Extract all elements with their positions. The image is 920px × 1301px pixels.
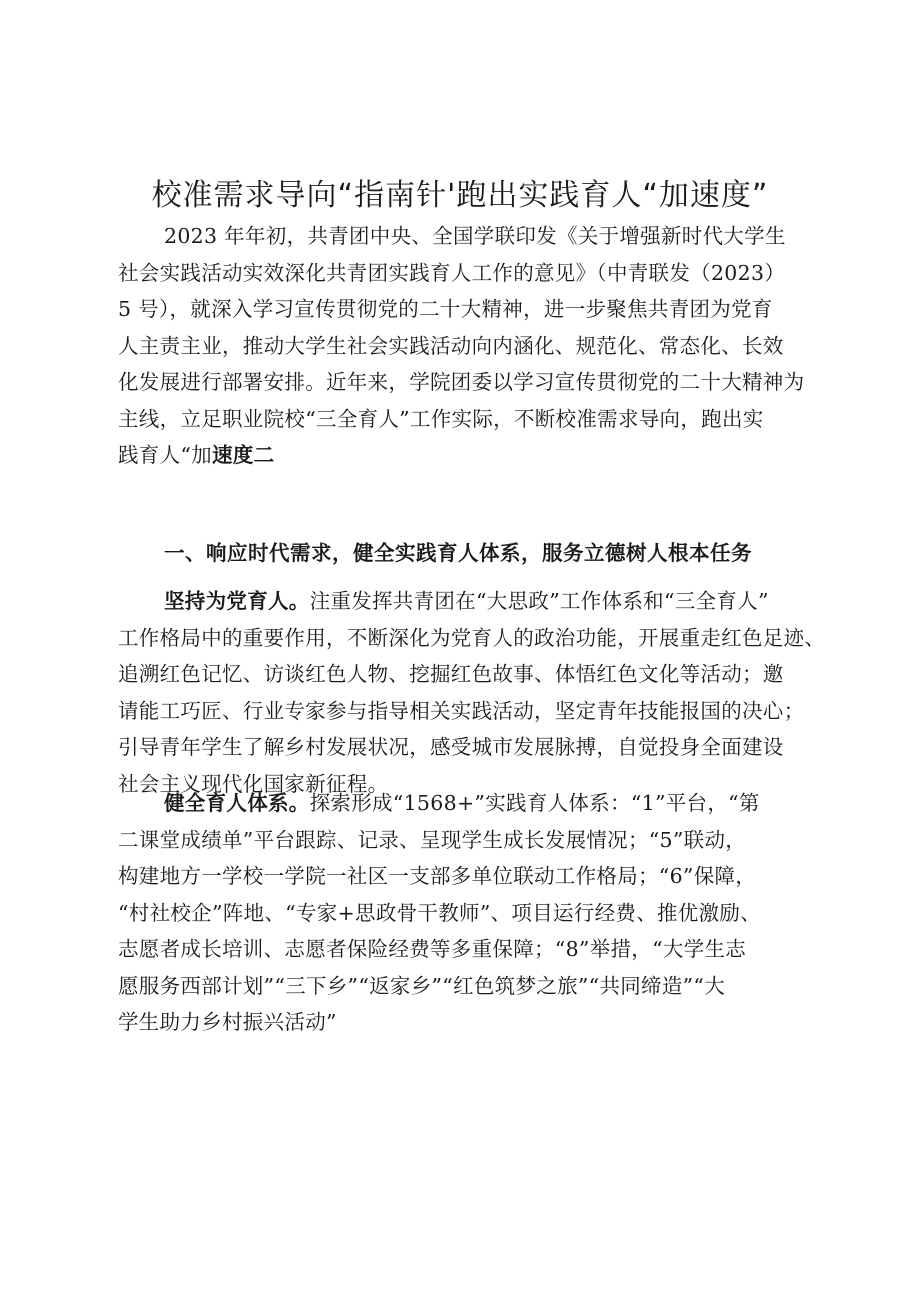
intro-last-line-text: 践育人“加 [118,443,212,467]
intro-paragraph [118,218,828,474]
paragraph-education-system [118,785,828,1041]
paragraph-line: 构建地方一学校一学院一社区一支部多单位联动工作格局；“6”保障， [118,864,757,888]
paragraph-line: 志愿者成长培训、志愿者保险经费等多重保障；“8”举措，“大学生志 [118,937,747,961]
paragraph-party-education [118,583,828,802]
paragraph-line: 社会实践活动实效深化共青团实践育人工作的意见》（中青联发（2023） [118,260,786,285]
paragraph-line: 社会主义现代化国家新征程。 [118,771,389,796]
paragraph-line: 追溯红色记忆、访谈红色人物、挖掘红色故事、体悟红色文化等活动；邀 [118,662,784,686]
paragraph-line: 2023 年年初，共青团中央、全国学联印发《关于增强新时代大学生 [164,224,786,248]
paragraph-line: 5 号），就深入学习宣传贯彻党的二十大精神，进一步聚焦共青团为党育 [118,297,773,321]
intro-last-line-bold: 速度二 [211,443,275,467]
paragraph-line: 学生助力乡村振兴活动” [118,1010,337,1034]
paragraph-line: “村社校企”阵地、“专家+思政骨干教师”、项目运行经费、推优激励、 [118,900,761,925]
paragraph-line: 二课堂成绩单”平台跟踪、记录、呈现学生成长发展情况；“5”联动， [118,827,747,852]
section-heading: 一、响应时代需求，健全实践育人体系，服务立德树人根本任务 [164,541,752,565]
paragraph-line: 工作格局中的重要作用，不断深化为党育人的政治功能，开展重走红色足迹、 [118,625,826,650]
paragraph-line: 化发展进行部署安排。近年来，学院团委以学习宣传贯彻党的二十大精神为 [118,370,805,394]
paragraph-lead: 健全育人体系。 [164,791,310,815]
document-title: 校准需求导向“指南针'跑出实践育人“加速度” [151,178,769,213]
paragraph-line-rest: 探索形成“1568+”实践育人体系：“1”平台，“第 [309,791,760,815]
paragraph-lead: 坚持为党育人。 [164,589,310,613]
paragraph-line: 主线，立足职业院校“三全育人”工作实际，不断校准需求导向，跑出实 [118,406,764,431]
paragraph-line-last [118,437,828,474]
paragraph-line: 愿服务西部计划”“三下乡”“返家乡”“红色筑梦之旅”“共同缔造”“大 [118,973,726,998]
paragraph-line [118,785,828,822]
paragraph-line-rest: 注重发挥共青团在“大思政”工作体系和“三全育人” [309,589,769,613]
paragraph-line [118,583,828,620]
paragraph-line: 引导青年学生了解乡村发展状况，感受城市发展脉搏，自觉投身全面建设 [118,735,784,759]
paragraph-line: 请能工巧匠、行业专家参与指导相关实践活动，坚定青年技能报国的决心； [118,698,805,723]
paragraph-line: 人主责主业，推动大学生社会实践活动向内涵化、规范化、常态化、长效 [118,333,784,358]
